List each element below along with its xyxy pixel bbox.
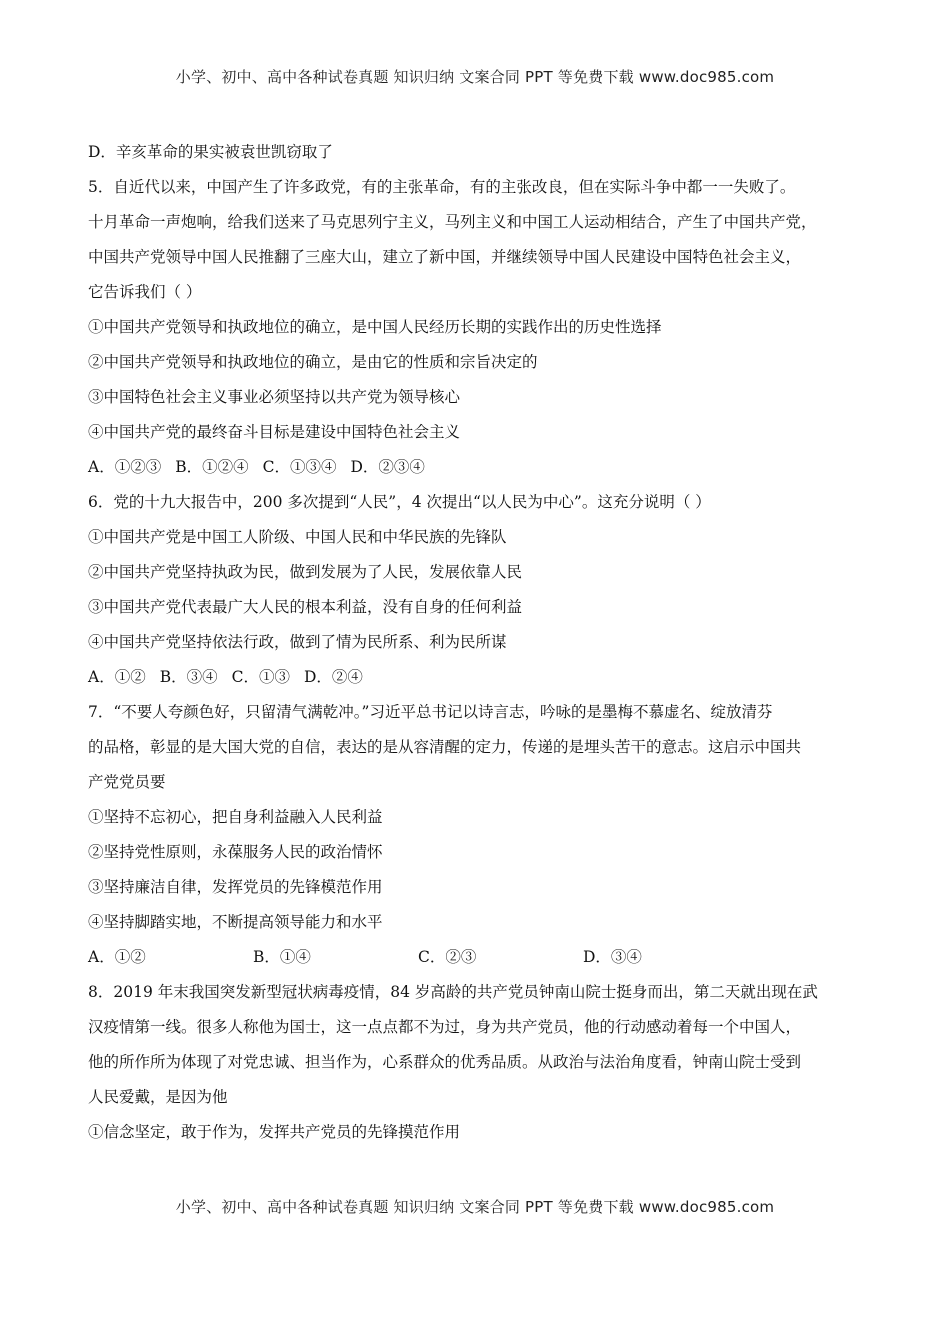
option-b: B．①②④ [175,458,249,476]
question-stem-line: 6．党的十九大报告中，200 多次提到“人民”，4 次提出“以人民为中心”。这充分说明（ ） [88,493,711,511]
answer-options [88,450,868,485]
question-5 [88,170,868,485]
question-stem-line: 他的所作所为体现了对党忠诚、担当作为，心系群众的优秀品质。从政治与法治角度看，钟南山院士受到 [88,1053,802,1071]
option-b: B．①④ [253,948,311,966]
answer-options [88,940,868,975]
option-c: C．①③④ [262,458,337,476]
statement-item: ②坚持党性原则，永葆服务人民的政治情怀 [88,843,383,861]
question-6 [88,485,868,695]
statement-item: ②中国共产党坚持执政为民，做到发展为了人民，发展依靠人民 [88,563,523,581]
statement-item: ④中国共产党的最终奋斗目标是建设中国特色社会主义 [88,423,461,441]
statement-item: ③中国共产党代表最广大人民的根本利益，没有自身的任何利益 [88,598,523,616]
statement-item: ①中国共产党领导和执政地位的确立，是中国人民经历长期的实践作出的历史性选择 [88,318,662,336]
question-stem-line: 8．2019 年末我国突发新型冠状病毒疫情，84 岁高龄的共产党员钟南山院士挺身而出，第二天就出现在武 [88,983,818,1001]
option-d: D．②③④ [350,458,425,476]
statement-item: ①信念坚定，敢于作为，发挥共产党员的先锋摸范作用 [88,1123,461,1141]
question-stem-line: 的品格，彰显的是大国大党的自信，表达的是从容清醒的定力，传递的是埋头苦干的意志。这启示中国共 [88,738,802,756]
question-stem-line: 5．自近代以来，中国产生了许多政党，有的主张革命，有的主张改良，但在实际斗争中都一一失败了。 [88,178,796,196]
question-stem-line: 中国共产党领导中国人民推翻了三座大山，建立了新中国，并继续领导中国人民建设中国特色社会主义， [88,248,802,266]
question-8 [88,975,868,1150]
option-a: A．①②③ [88,458,162,476]
option-d: D．②④ [303,668,363,686]
statement-item: ④中国共产党坚持依法行政，做到了情为民所系、利为民所谋 [88,633,507,651]
page-footer: 小学、初中、高中各种试卷真题 知识归纳 文案合同 PPT 等免费下载 www.doc985.com [175,1198,775,1216]
option-c: C．②③ [418,948,477,966]
option-a: A．①② [88,948,146,966]
statement-item: ④坚持脚踏实地，不断提高领导能力和水平 [88,913,383,931]
question-stem-line: 汉疫情第一线。很多人称他为国士，这一点点都不为过，身为共产党员，他的行动感动着每一个中国人， [88,1018,802,1036]
statement-item: ③中国特色社会主义事业必须坚持以共产党为领导核心 [88,388,461,406]
option-b: B．③④ [159,668,218,686]
statement-item: ③坚持廉洁自律，发挥党员的先锋模范作用 [88,878,383,896]
question-stem-line: 十月革命一声炮响，给我们送来了马克思列宁主义，马列主义和中国工人运动相结合，产生了中国共产党， [88,213,817,231]
question-stem-line: 产党党员要 [88,773,166,791]
question-stem-line: 人民爱戴，是因为他 [88,1088,228,1106]
option-a: A．①② [88,668,146,686]
statement-item: ②中国共产党领导和执政地位的确立，是由它的性质和宗旨决定的 [88,353,538,371]
question-7 [88,695,868,975]
option-d: D．③④ [583,948,642,966]
question-stem-line: 7．“不要人夸颜色好，只留清气满乾冲。”习近平总书记以诗言志，吟咏的是墨梅不慕虚名、绽放清芬 [88,703,773,721]
statement-item: ①坚持不忘初心，把自身利益融入人民利益 [88,808,383,826]
statement-item: ①中国共产党是中国工人阶级、中国人民和中华民族的先锋队 [88,528,507,546]
option-c: C．①③ [231,668,290,686]
prev-question-option-d: D．辛亥革命的果实被袁世凯窃取了 [88,143,333,161]
question-stem-line: 它告诉我们（ ） [88,283,202,301]
exam-content [88,135,868,1150]
answer-options [88,660,868,695]
page-header: 小学、初中、高中各种试卷真题 知识归纳 文案合同 PPT 等免费下载 www.doc985.com [175,68,775,86]
